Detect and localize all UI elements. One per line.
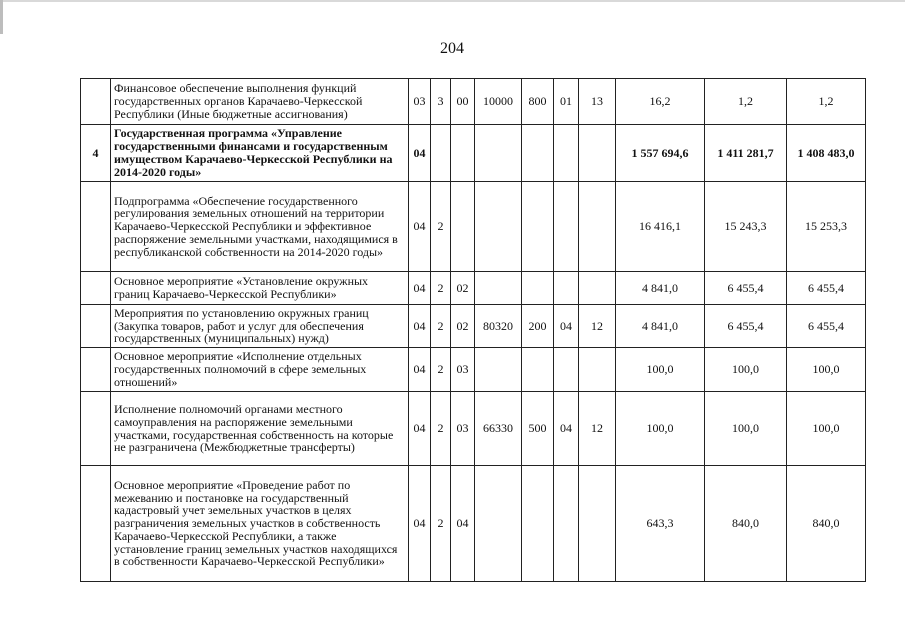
code-subprogram [431,125,451,182]
code-subprogram: 2 [431,272,451,305]
table-row [81,182,866,272]
code-section: 04 [409,466,431,582]
amount-year-1: 4 841,0 [616,272,705,305]
table-row [81,305,866,348]
amount-year-2: 1,2 [705,79,787,125]
code-chapter [554,125,579,182]
code-direction [475,466,522,582]
code-direction: 10000 [475,79,522,125]
code-chapter [554,466,579,582]
code-expense-type [522,272,554,305]
scan-edge-left [0,0,3,34]
amount-year-1: 643,3 [616,466,705,582]
amount-year-2: 6 455,4 [705,272,787,305]
code-subprogram: 2 [431,392,451,466]
code-expense-type: 200 [522,305,554,348]
code-direction: 66330 [475,392,522,466]
row-name: Подпрограмма «Обеспечение государственного регулирования земельных отношений на территории Карачаево-Черкесской Республики и эффективное распоряжение земельными участками, находящимися в республиканской собственности на 2014-2020 годы» [111,182,409,272]
table-row [81,392,866,466]
amount-year-1: 16,2 [616,79,705,125]
budget-table [80,78,866,582]
code-subchapter [579,125,616,182]
row-index [81,272,111,305]
code-event: 02 [451,305,475,348]
amount-year-2: 1 411 281,7 [705,125,787,182]
code-chapter: 04 [554,305,579,348]
code-direction [475,272,522,305]
code-chapter [554,348,579,392]
code-event: 03 [451,348,475,392]
amount-year-1: 1 557 694,6 [616,125,705,182]
code-expense-type [522,182,554,272]
code-section: 04 [409,305,431,348]
row-name: Финансовое обеспечение выполнения функций государственных органов Карачаево-Черкесской Республики (Иные бюджетные ассигнования) [111,79,409,125]
code-subchapter [579,466,616,582]
code-subprogram: 2 [431,182,451,272]
code-subprogram: 2 [431,305,451,348]
code-event: 04 [451,466,475,582]
code-subchapter: 12 [579,305,616,348]
amount-year-1: 4 841,0 [616,305,705,348]
amount-year-3: 6 455,4 [787,272,866,305]
row-index [81,466,111,582]
row-index [81,348,111,392]
amount-year-3: 6 455,4 [787,305,866,348]
amount-year-1: 16 416,1 [616,182,705,272]
code-event: 00 [451,79,475,125]
code-expense-type [522,466,554,582]
code-event [451,125,475,182]
page-number: 204 [440,40,464,57]
row-name: Основное мероприятие «Проведение работ по межеванию и постановке на государственный кадастровый учет земельных участков в целях разграничения земельных участков в собственность Карачаево-Черкесской Республики, а также установление границ земельных участков находящихся в собственности Карачаево-Черкесской Республики» [111,466,409,582]
code-expense-type: 500 [522,392,554,466]
code-event [451,182,475,272]
code-chapter [554,182,579,272]
row-index [81,182,111,272]
row-name: Основное мероприятие «Исполнение отдельных государственных полномочий в сфере земельных отношений» [111,348,409,392]
code-expense-type [522,348,554,392]
amount-year-2: 100,0 [705,348,787,392]
row-index: 4 [81,125,111,182]
row-name: Государственная программа «Управление государственными финансами и государственным имуществом Карачаево-Черкесской Республики на 2014-2020 годы» [111,125,409,182]
row-index [81,79,111,125]
row-index [81,392,111,466]
amount-year-3: 840,0 [787,466,866,582]
code-subchapter [579,348,616,392]
code-event: 03 [451,392,475,466]
code-section: 03 [409,79,431,125]
code-section: 04 [409,272,431,305]
scan-edge-top [0,0,905,2]
code-chapter: 01 [554,79,579,125]
code-subprogram: 2 [431,348,451,392]
table-row [81,79,866,125]
code-chapter: 04 [554,392,579,466]
row-name: Основное мероприятие «Установление окружных границ Карачаево-Черкесской Республики» [111,272,409,305]
amount-year-1: 100,0 [616,392,705,466]
table-row [81,125,866,182]
amount-year-2: 100,0 [705,392,787,466]
code-expense-type [522,125,554,182]
amount-year-3: 1 408 483,0 [787,125,866,182]
amount-year-1: 100,0 [616,348,705,392]
code-section: 04 [409,392,431,466]
amount-year-2: 15 243,3 [705,182,787,272]
code-subprogram: 3 [431,79,451,125]
code-expense-type: 800 [522,79,554,125]
code-chapter [554,272,579,305]
code-subchapter [579,182,616,272]
table-row [81,466,866,582]
row-name: Мероприятия по установлению окружных границ (Закупка товаров, работ и услуг для обеспечения государственных (муниципальных) нужд) [111,305,409,348]
amount-year-2: 840,0 [705,466,787,582]
table-row [81,272,866,305]
code-subchapter [579,272,616,305]
amount-year-3: 100,0 [787,392,866,466]
amount-year-3: 15 253,3 [787,182,866,272]
amount-year-2: 6 455,4 [705,305,787,348]
code-direction [475,182,522,272]
row-name: Исполнение полномочий органами местного самоуправления на распоряжение земельными участками, государственная собственность на которые не разграничена (Межбюджетные трансферты) [111,392,409,466]
code-subchapter: 12 [579,392,616,466]
table-row [81,348,866,392]
code-direction [475,125,522,182]
code-direction: 80320 [475,305,522,348]
row-index [81,305,111,348]
code-section: 04 [409,348,431,392]
code-subchapter: 13 [579,79,616,125]
code-section: 04 [409,125,431,182]
code-section: 04 [409,182,431,272]
amount-year-3: 1,2 [787,79,866,125]
amount-year-3: 100,0 [787,348,866,392]
code-subprogram: 2 [431,466,451,582]
code-event: 02 [451,272,475,305]
code-direction [475,348,522,392]
